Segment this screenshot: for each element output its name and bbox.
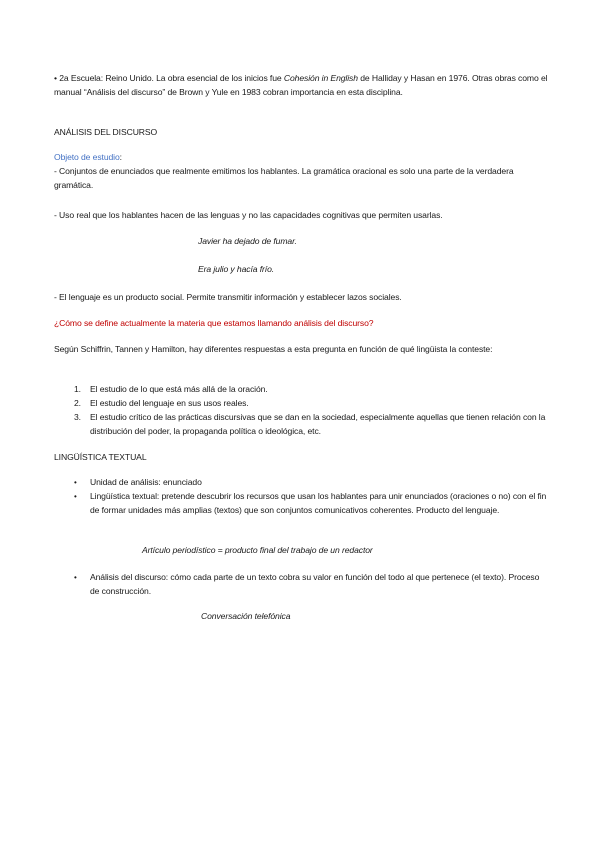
numbered-item [54,411,548,438]
example-javier: Javier ha dejado de fumar. [198,236,297,246]
numbered-marker: 1. [74,384,81,394]
example-julio: Era julio y hacía frío. [198,264,275,274]
bullet-list-2 [54,571,548,599]
numbered-item [54,383,548,397]
question-red: ¿Cómo se define actualmente la materia que estamos llamando análisis del discurso? [54,318,374,328]
bullet-text: Análisis del discurso: cómo cada parte de un texto cobra su valor en función del todo al que pertenece (el texto). Proceso de construcción. [90,572,540,596]
numbered-item [54,397,548,411]
objeto-label: Objeto de estudio [54,152,120,162]
bullet-marker: • [74,573,77,582]
numbered-marker: 2. [74,398,81,408]
objeto-line-2: - Uso real que los hablantes hacen de las lenguas y no las capacidades cognitivas que permiten usarlas. [54,210,443,220]
numbered-text: El estudio de lo que está más allá de la oración. [90,384,268,394]
numbered-marker: 3. [74,412,81,422]
numbered-text: El estudio del lenguaje en sus usos reales. [90,398,249,408]
segun-paragraph: Según Schiffrin, Tannen y Hamilton, hay diferentes respuestas a esta pregunta en función de qué lingüista la conteste: [54,344,493,354]
bullet-item [54,490,548,517]
bullet-item [54,571,548,598]
numbered-list [54,383,548,439]
objeto-line-1: - Conjuntos de enunciados que realmente emitimos los hablantes. La gramática oracional es solo una parte de la verdadera gramática. [54,166,514,190]
objeto-label-line [54,151,548,165]
intro-text-pre: 2a Escuela: Reino Unido. La obra esencial de los inicios fue [59,73,284,83]
bullet-text: Unidad de análisis: enunciado [90,477,202,487]
bullet-marker: • [74,478,77,487]
intro-title-italic: Cohesión in English [283,73,358,83]
intro-paragraph [54,72,548,99]
example-conversacion: Conversación telefónica [201,611,291,621]
bullet-marker: • [74,492,77,501]
intro-text-post: de Halliday y Hasan en 1976. Otras obras como el manual “Análisis del discurso” de Brown y Yule en 1983 cobran importancia en esta disciplina. [54,73,548,97]
bullet-list-1 [54,476,548,518]
objeto-line-3: - El lenguaje es un producto social. Permite transmitir información y establecer lazos sociales. [54,292,402,302]
intro-bullet: • [54,73,57,83]
example-articulo: Artículo periodístico = producto final del trabajo de un redactor [142,545,373,555]
heading-linguistica-textual: LINGÜÍSTICA TEXTUAL [54,452,147,462]
objeto-colon: : [119,152,122,162]
bullet-text: Lingüística textual: pretende descubrir los recursos que usan los hablantes para unir enunciados (oraciones o no) con el fin de formar unidades más amplias (textos) que son conjuntos comunicativos coherentes. Producto del lenguaje. [90,491,547,515]
bullet-item [54,476,548,490]
numbered-text: El estudio crítico de las prácticas discursivas que se dan en la sociedad, especialmente aquellas que tienen relación con la distribución del poder, la propaganda política o ideológica, etc. [90,412,546,436]
heading-analisis-discurso: ANÁLISIS DEL DISCURSO [54,127,158,137]
